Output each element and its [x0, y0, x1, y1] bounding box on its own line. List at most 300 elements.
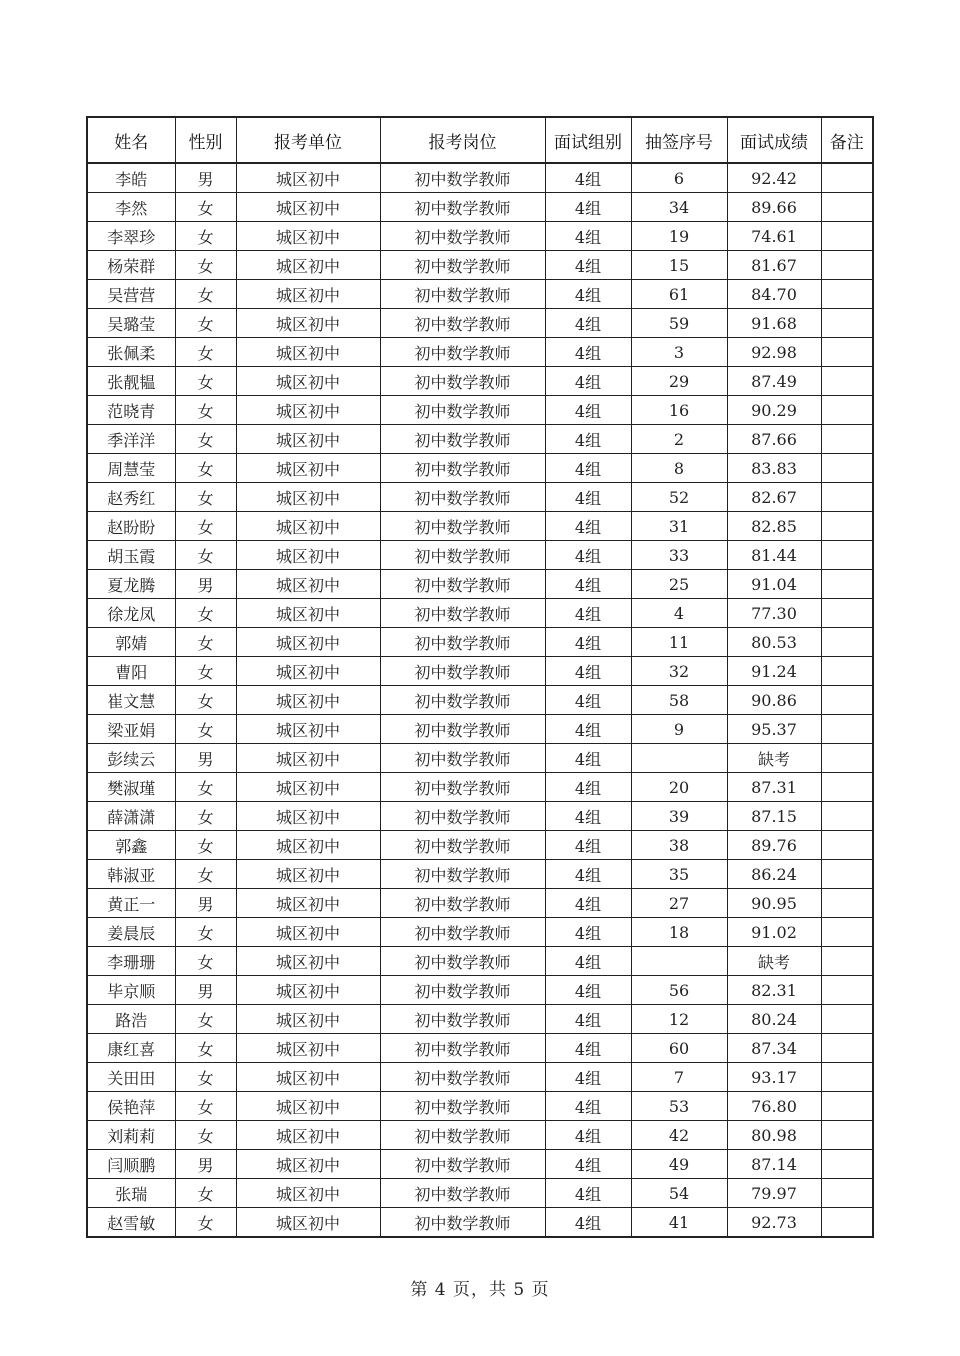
cell-draw-number: 19	[631, 222, 727, 251]
header-remarks: 备注	[821, 117, 873, 163]
cell-score: 87.15	[727, 802, 821, 831]
cell-score: 76.80	[727, 1092, 821, 1121]
table-row	[87, 396, 873, 425]
cell-position: 初中数学教师	[380, 657, 545, 686]
cell-group: 4组	[545, 831, 631, 860]
cell-unit: 城区初中	[236, 280, 380, 309]
cell-group: 4组	[545, 251, 631, 280]
cell-draw-number: 27	[631, 889, 727, 918]
cell-draw-number: 2	[631, 425, 727, 454]
cell-name: 曹阳	[87, 657, 175, 686]
cell-name: 崔文慧	[87, 686, 175, 715]
cell-name: 郭婧	[87, 628, 175, 657]
cell-score: 缺考	[727, 947, 821, 976]
cell-remarks	[821, 396, 873, 425]
cell-position: 初中数学教师	[380, 686, 545, 715]
cell-remarks	[821, 686, 873, 715]
cell-unit: 城区初中	[236, 251, 380, 280]
cell-gender: 女	[175, 309, 236, 338]
cell-unit: 城区初中	[236, 1179, 380, 1208]
cell-gender: 男	[175, 889, 236, 918]
cell-gender: 女	[175, 947, 236, 976]
cell-score: 81.44	[727, 541, 821, 570]
table-row	[87, 628, 873, 657]
cell-remarks	[821, 1005, 873, 1034]
cell-name: 彭续云	[87, 744, 175, 773]
cell-gender: 女	[175, 599, 236, 628]
cell-draw-number: 38	[631, 831, 727, 860]
cell-group: 4组	[545, 309, 631, 338]
header-name: 姓名	[87, 117, 175, 163]
cell-unit: 城区初中	[236, 599, 380, 628]
table-row	[87, 163, 873, 193]
cell-gender: 女	[175, 715, 236, 744]
cell-score: 90.29	[727, 396, 821, 425]
cell-gender: 女	[175, 773, 236, 802]
table-row	[87, 512, 873, 541]
cell-group: 4组	[545, 1005, 631, 1034]
cell-unit: 城区初中	[236, 744, 380, 773]
cell-position: 初中数学教师	[380, 454, 545, 483]
table-row	[87, 483, 873, 512]
cell-gender: 女	[175, 1121, 236, 1150]
cell-draw-number: 34	[631, 193, 727, 222]
cell-group: 4组	[545, 918, 631, 947]
header-unit: 报考单位	[236, 117, 380, 163]
cell-group: 4组	[545, 1121, 631, 1150]
cell-name: 关田田	[87, 1063, 175, 1092]
cell-score: 83.83	[727, 454, 821, 483]
cell-score: 87.14	[727, 1150, 821, 1179]
cell-group: 4组	[545, 889, 631, 918]
cell-gender: 男	[175, 744, 236, 773]
cell-group: 4组	[545, 193, 631, 222]
cell-unit: 城区初中	[236, 541, 380, 570]
cell-name: 李然	[87, 193, 175, 222]
cell-position: 初中数学教师	[380, 628, 545, 657]
cell-remarks	[821, 541, 873, 570]
cell-score: 82.31	[727, 976, 821, 1005]
cell-position: 初中数学教师	[380, 193, 545, 222]
cell-gender: 女	[175, 338, 236, 367]
table-row	[87, 657, 873, 686]
cell-score: 92.73	[727, 1208, 821, 1238]
cell-unit: 城区初中	[236, 860, 380, 889]
cell-unit: 城区初中	[236, 1208, 380, 1238]
cell-unit: 城区初中	[236, 1063, 380, 1092]
cell-position: 初中数学教师	[380, 1121, 545, 1150]
cell-position: 初中数学教师	[380, 715, 545, 744]
cell-gender: 女	[175, 193, 236, 222]
cell-position: 初中数学教师	[380, 918, 545, 947]
cell-unit: 城区初中	[236, 918, 380, 947]
cell-score: 90.95	[727, 889, 821, 918]
cell-remarks	[821, 802, 873, 831]
cell-group: 4组	[545, 1179, 631, 1208]
cell-score: 93.17	[727, 1063, 821, 1092]
cell-score: 95.37	[727, 715, 821, 744]
cell-group: 4组	[545, 163, 631, 193]
cell-unit: 城区初中	[236, 976, 380, 1005]
cell-remarks	[821, 1092, 873, 1121]
cell-position: 初中数学教师	[380, 1063, 545, 1092]
cell-name: 范晓青	[87, 396, 175, 425]
cell-group: 4组	[545, 570, 631, 599]
cell-name: 康红喜	[87, 1034, 175, 1063]
cell-draw-number: 61	[631, 280, 727, 309]
cell-remarks	[821, 425, 873, 454]
cell-score: 89.76	[727, 831, 821, 860]
table-row	[87, 773, 873, 802]
cell-name: 胡玉霞	[87, 541, 175, 570]
cell-score: 82.85	[727, 512, 821, 541]
cell-score: 74.61	[727, 222, 821, 251]
header-score: 面试成绩	[727, 117, 821, 163]
cell-remarks	[821, 860, 873, 889]
cell-group: 4组	[545, 367, 631, 396]
cell-position: 初中数学教师	[380, 773, 545, 802]
table-row	[87, 338, 873, 367]
cell-name: 梁亚娟	[87, 715, 175, 744]
cell-gender: 女	[175, 686, 236, 715]
cell-name: 季洋洋	[87, 425, 175, 454]
cell-remarks	[821, 309, 873, 338]
cell-group: 4组	[545, 860, 631, 889]
table-row	[87, 889, 873, 918]
cell-draw-number: 9	[631, 715, 727, 744]
cell-gender: 女	[175, 831, 236, 860]
cell-draw-number: 7	[631, 1063, 727, 1092]
cell-unit: 城区初中	[236, 163, 380, 193]
cell-position: 初中数学教师	[380, 599, 545, 628]
cell-name: 吴璐莹	[87, 309, 175, 338]
cell-remarks	[821, 947, 873, 976]
cell-score: 89.66	[727, 193, 821, 222]
cell-gender: 女	[175, 367, 236, 396]
cell-gender: 女	[175, 396, 236, 425]
cell-name: 韩淑亚	[87, 860, 175, 889]
table-row	[87, 1179, 873, 1208]
table-row	[87, 1150, 873, 1179]
cell-remarks	[821, 599, 873, 628]
cell-gender: 女	[175, 1063, 236, 1092]
cell-score: 77.30	[727, 599, 821, 628]
table-row	[87, 367, 873, 396]
cell-unit: 城区初中	[236, 947, 380, 976]
cell-name: 薛潇潇	[87, 802, 175, 831]
table-row	[87, 918, 873, 947]
cell-unit: 城区初中	[236, 454, 380, 483]
cell-draw-number: 41	[631, 1208, 727, 1238]
cell-draw-number	[631, 744, 727, 773]
cell-position: 初中数学教师	[380, 570, 545, 599]
cell-unit: 城区初中	[236, 338, 380, 367]
table-header-row	[87, 117, 873, 163]
table-row	[87, 1092, 873, 1121]
cell-gender: 男	[175, 163, 236, 193]
cell-remarks	[821, 773, 873, 802]
cell-score: 84.70	[727, 280, 821, 309]
cell-group: 4组	[545, 947, 631, 976]
cell-gender: 男	[175, 570, 236, 599]
table-row	[87, 251, 873, 280]
cell-group: 4组	[545, 512, 631, 541]
cell-name: 闫顺鹏	[87, 1150, 175, 1179]
cell-position: 初中数学教师	[380, 1092, 545, 1121]
cell-group: 4组	[545, 483, 631, 512]
page-number: 第 4 页，共 5 页	[410, 1280, 550, 1300]
cell-remarks	[821, 570, 873, 599]
cell-remarks	[821, 657, 873, 686]
cell-draw-number: 52	[631, 483, 727, 512]
cell-score: 82.67	[727, 483, 821, 512]
cell-name: 樊淑瑾	[87, 773, 175, 802]
cell-draw-number: 20	[631, 773, 727, 802]
cell-position: 初中数学教师	[380, 251, 545, 280]
cell-score: 92.98	[727, 338, 821, 367]
cell-gender: 女	[175, 483, 236, 512]
cell-remarks	[821, 889, 873, 918]
cell-position: 初中数学教师	[380, 1179, 545, 1208]
cell-remarks	[821, 1121, 873, 1150]
cell-unit: 城区初中	[236, 512, 380, 541]
cell-group: 4组	[545, 280, 631, 309]
cell-position: 初中数学教师	[380, 1005, 545, 1034]
cell-name: 李翠珍	[87, 222, 175, 251]
cell-draw-number: 25	[631, 570, 727, 599]
table-row	[87, 570, 873, 599]
cell-unit: 城区初中	[236, 193, 380, 222]
cell-score: 92.42	[727, 163, 821, 193]
cell-unit: 城区初中	[236, 1150, 380, 1179]
cell-gender: 女	[175, 1179, 236, 1208]
cell-draw-number: 16	[631, 396, 727, 425]
cell-position: 初中数学教师	[380, 512, 545, 541]
cell-group: 4组	[545, 396, 631, 425]
table-row	[87, 1063, 873, 1092]
cell-unit: 城区初中	[236, 1034, 380, 1063]
cell-group: 4组	[545, 454, 631, 483]
cell-name: 赵盼盼	[87, 512, 175, 541]
cell-gender: 男	[175, 1150, 236, 1179]
cell-position: 初中数学教师	[380, 744, 545, 773]
cell-group: 4组	[545, 773, 631, 802]
cell-name: 姜晨辰	[87, 918, 175, 947]
cell-unit: 城区初中	[236, 802, 380, 831]
interview-score-table	[86, 116, 874, 1238]
cell-remarks	[821, 280, 873, 309]
cell-remarks	[821, 976, 873, 1005]
table-row	[87, 744, 873, 773]
cell-group: 4组	[545, 657, 631, 686]
cell-gender: 女	[175, 280, 236, 309]
table-row	[87, 541, 873, 570]
cell-position: 初中数学教师	[380, 541, 545, 570]
cell-remarks	[821, 1150, 873, 1179]
header-draw-number: 抽签序号	[631, 117, 727, 163]
cell-position: 初中数学教师	[380, 483, 545, 512]
table-row	[87, 425, 873, 454]
cell-position: 初中数学教师	[380, 1208, 545, 1238]
cell-score: 91.24	[727, 657, 821, 686]
cell-score: 91.04	[727, 570, 821, 599]
cell-draw-number: 11	[631, 628, 727, 657]
cell-remarks	[821, 163, 873, 193]
cell-group: 4组	[545, 744, 631, 773]
header-group: 面试组别	[545, 117, 631, 163]
cell-unit: 城区初中	[236, 309, 380, 338]
header-gender: 性别	[175, 117, 236, 163]
cell-name: 路浩	[87, 1005, 175, 1034]
cell-score: 81.67	[727, 251, 821, 280]
cell-draw-number: 32	[631, 657, 727, 686]
cell-name: 郭鑫	[87, 831, 175, 860]
cell-group: 4组	[545, 599, 631, 628]
cell-name: 张瑞	[87, 1179, 175, 1208]
cell-score: 87.49	[727, 367, 821, 396]
cell-gender: 女	[175, 860, 236, 889]
cell-name: 赵秀红	[87, 483, 175, 512]
cell-group: 4组	[545, 715, 631, 744]
cell-gender: 女	[175, 222, 236, 251]
cell-draw-number: 60	[631, 1034, 727, 1063]
cell-name: 周慧莹	[87, 454, 175, 483]
cell-remarks	[821, 222, 873, 251]
cell-draw-number: 8	[631, 454, 727, 483]
table-row	[87, 280, 873, 309]
cell-unit: 城区初中	[236, 831, 380, 860]
table-row	[87, 454, 873, 483]
cell-unit: 城区初中	[236, 367, 380, 396]
cell-unit: 城区初中	[236, 483, 380, 512]
cell-remarks	[821, 512, 873, 541]
cell-group: 4组	[545, 1034, 631, 1063]
cell-unit: 城区初中	[236, 222, 380, 251]
cell-draw-number: 35	[631, 860, 727, 889]
table-row	[87, 193, 873, 222]
cell-position: 初中数学教师	[380, 309, 545, 338]
cell-unit: 城区初中	[236, 1121, 380, 1150]
cell-gender: 女	[175, 657, 236, 686]
cell-score: 91.68	[727, 309, 821, 338]
cell-group: 4组	[545, 628, 631, 657]
cell-draw-number: 56	[631, 976, 727, 1005]
cell-remarks	[821, 367, 873, 396]
table-row	[87, 1121, 873, 1150]
cell-group: 4组	[545, 802, 631, 831]
cell-position: 初中数学教师	[380, 367, 545, 396]
cell-score: 80.98	[727, 1121, 821, 1150]
cell-name: 赵雪敏	[87, 1208, 175, 1238]
cell-score: 80.24	[727, 1005, 821, 1034]
cell-group: 4组	[545, 425, 631, 454]
cell-gender: 女	[175, 802, 236, 831]
cell-score: 缺考	[727, 744, 821, 773]
cell-position: 初中数学教师	[380, 425, 545, 454]
cell-gender: 女	[175, 1034, 236, 1063]
cell-unit: 城区初中	[236, 1092, 380, 1121]
cell-draw-number: 29	[631, 367, 727, 396]
cell-draw-number: 53	[631, 1092, 727, 1121]
cell-remarks	[821, 1179, 873, 1208]
table-row	[87, 1034, 873, 1063]
cell-draw-number: 6	[631, 163, 727, 193]
cell-remarks	[821, 251, 873, 280]
cell-score: 86.24	[727, 860, 821, 889]
cell-unit: 城区初中	[236, 425, 380, 454]
cell-unit: 城区初中	[236, 628, 380, 657]
table-row	[87, 802, 873, 831]
cell-group: 4组	[545, 541, 631, 570]
cell-score: 87.66	[727, 425, 821, 454]
cell-draw-number: 39	[631, 802, 727, 831]
cell-draw-number: 58	[631, 686, 727, 715]
table-row	[87, 309, 873, 338]
cell-score: 90.86	[727, 686, 821, 715]
cell-draw-number: 12	[631, 1005, 727, 1034]
cell-position: 初中数学教师	[380, 889, 545, 918]
cell-gender: 女	[175, 918, 236, 947]
cell-draw-number: 4	[631, 599, 727, 628]
cell-remarks	[821, 338, 873, 367]
cell-draw-number	[631, 947, 727, 976]
cell-unit: 城区初中	[236, 1005, 380, 1034]
cell-draw-number: 15	[631, 251, 727, 280]
cell-draw-number: 49	[631, 1150, 727, 1179]
cell-position: 初中数学教师	[380, 338, 545, 367]
cell-group: 4组	[545, 976, 631, 1005]
cell-name: 侯艳萍	[87, 1092, 175, 1121]
cell-position: 初中数学教师	[380, 163, 545, 193]
cell-remarks	[821, 193, 873, 222]
cell-draw-number: 42	[631, 1121, 727, 1150]
cell-gender: 女	[175, 251, 236, 280]
cell-name: 徐龙凤	[87, 599, 175, 628]
cell-remarks	[821, 454, 873, 483]
table-row	[87, 976, 873, 1005]
header-position: 报考岗位	[380, 117, 545, 163]
cell-unit: 城区初中	[236, 773, 380, 802]
cell-score: 80.53	[727, 628, 821, 657]
table-row	[87, 222, 873, 251]
cell-position: 初中数学教师	[380, 1034, 545, 1063]
cell-group: 4组	[545, 338, 631, 367]
cell-gender: 女	[175, 628, 236, 657]
cell-gender: 女	[175, 541, 236, 570]
cell-group: 4组	[545, 222, 631, 251]
table-row	[87, 947, 873, 976]
cell-score: 79.97	[727, 1179, 821, 1208]
cell-score: 87.34	[727, 1034, 821, 1063]
cell-remarks	[821, 1063, 873, 1092]
cell-position: 初中数学教师	[380, 860, 545, 889]
table-row	[87, 860, 873, 889]
table-row	[87, 599, 873, 628]
cell-draw-number: 59	[631, 309, 727, 338]
cell-position: 初中数学教师	[380, 1150, 545, 1179]
cell-group: 4组	[545, 1092, 631, 1121]
cell-name: 张靓韫	[87, 367, 175, 396]
cell-position: 初中数学教师	[380, 802, 545, 831]
table-row	[87, 1005, 873, 1034]
cell-position: 初中数学教师	[380, 222, 545, 251]
cell-unit: 城区初中	[236, 889, 380, 918]
cell-gender: 女	[175, 512, 236, 541]
cell-unit: 城区初中	[236, 396, 380, 425]
table-row	[87, 686, 873, 715]
cell-draw-number: 54	[631, 1179, 727, 1208]
cell-gender: 女	[175, 454, 236, 483]
